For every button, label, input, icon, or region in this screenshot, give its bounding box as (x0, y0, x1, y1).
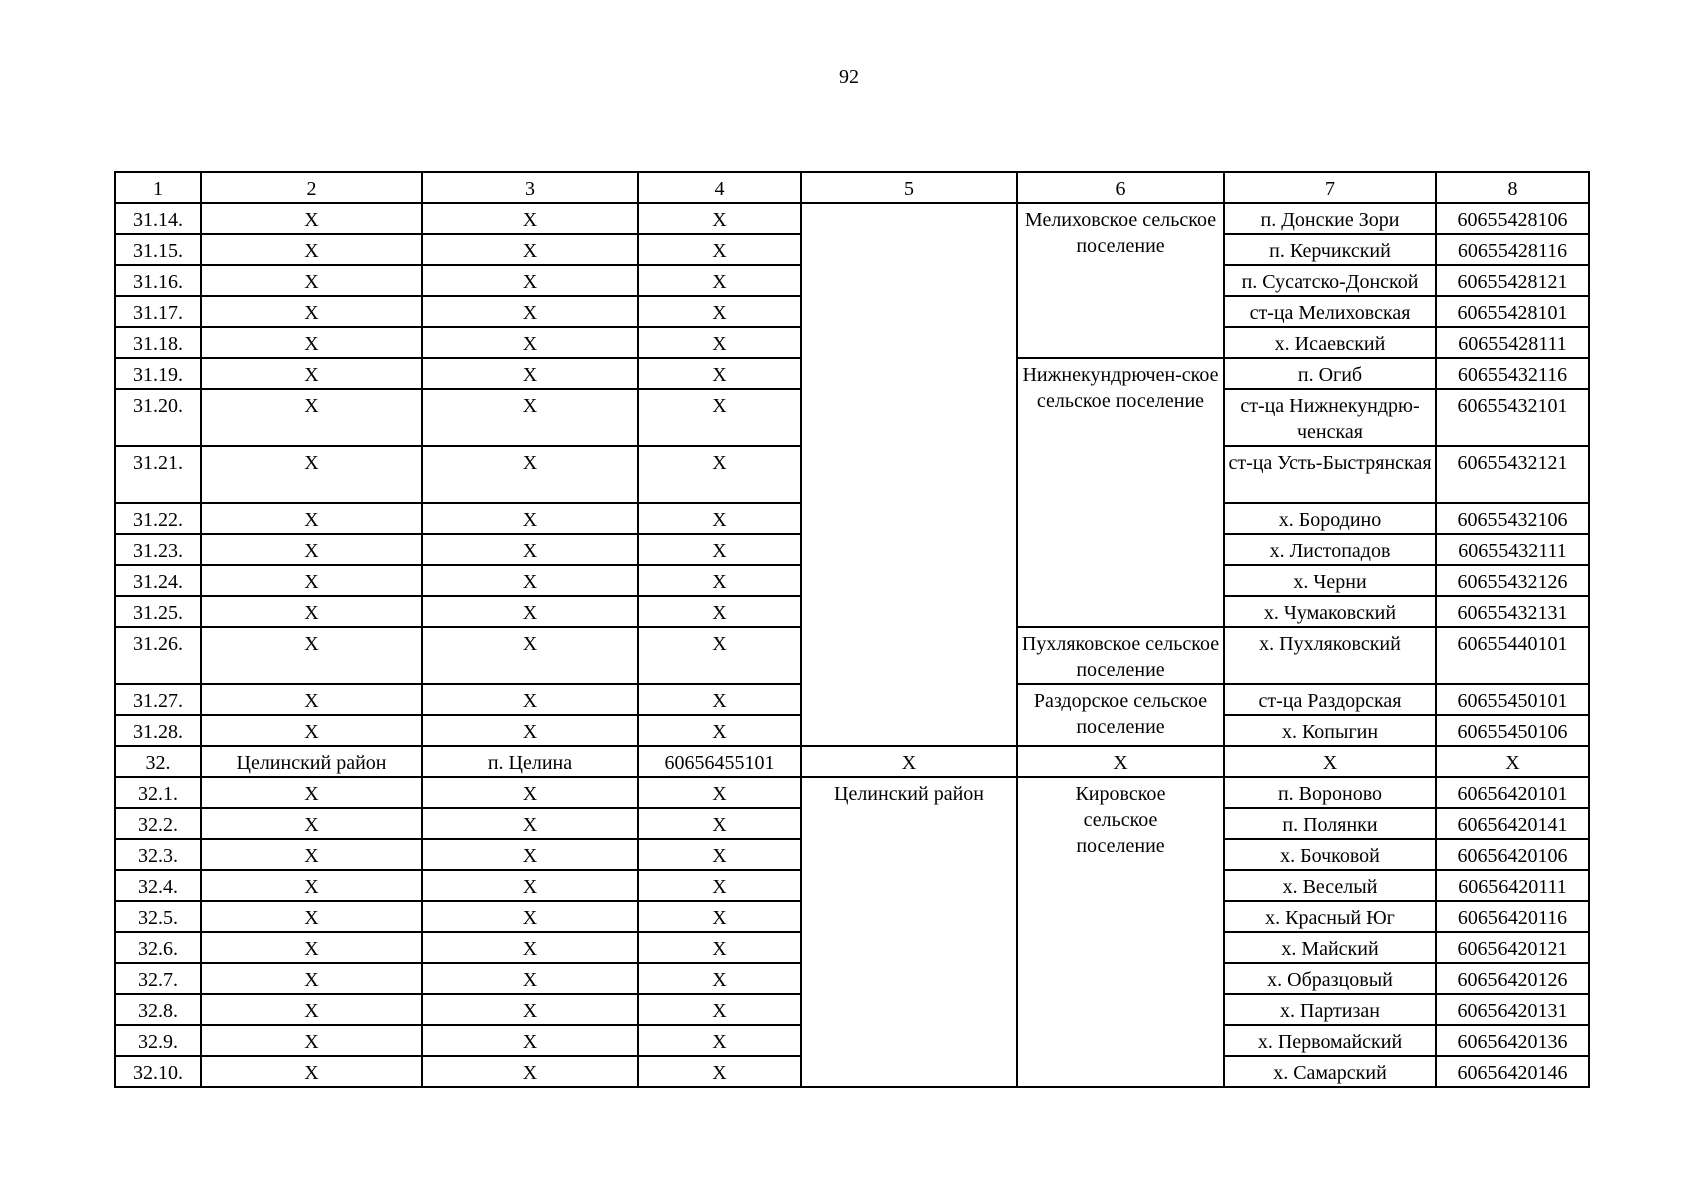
cell-district: Х (201, 808, 422, 839)
merged-cell-district-31 (801, 203, 1017, 746)
cell-oktmo: 60655450106 (1436, 715, 1589, 746)
cell-center: Х (422, 627, 638, 684)
cell-oktmo: 60656420121 (1436, 932, 1589, 963)
cell-oktmo-center: Х (638, 203, 801, 234)
cell-district: Х (201, 358, 422, 389)
cell-center: Х (422, 808, 638, 839)
page-number: 92 (839, 66, 859, 88)
cell-oktmo-center: Х (638, 596, 801, 627)
cell-settlement: х. Исаевский (1224, 327, 1436, 358)
cell-district: Х (201, 870, 422, 901)
cell-district: Х (201, 565, 422, 596)
cell-oktmo: 60655432131 (1436, 596, 1589, 627)
cell-settlement: х. Красный Юг (1224, 901, 1436, 932)
cell-oktmo-center: Х (638, 389, 801, 446)
cell-oktmo-center: Х (638, 994, 801, 1025)
header-cell: 2 (201, 172, 422, 203)
cell-district: Х (201, 265, 422, 296)
cell-district: Х (201, 534, 422, 565)
cell-settlement: х. Майский (1224, 932, 1436, 963)
cell-oktmo-center: Х (638, 358, 801, 389)
cell-settlement: п. Сусатско-Донской (1224, 265, 1436, 296)
cell-oktmo-center: Х (638, 446, 801, 503)
cell-oktmo: 60656420101 (1436, 777, 1589, 808)
cell-district: Х (201, 932, 422, 963)
row-number: 32.9. (115, 1025, 201, 1056)
cell-district: Х (201, 901, 422, 932)
cell-settlement: х. Листопадов (1224, 534, 1436, 565)
row-number: 31.26. (115, 627, 201, 684)
row-number: 32.6. (115, 932, 201, 963)
cell-oktmo-center: Х (638, 627, 801, 684)
cell-oktmo-center: Х (638, 870, 801, 901)
cell-settlement: ст-ца Усть-Быстрянская (1224, 446, 1436, 503)
cell-district: Х (201, 296, 422, 327)
cell-center: Х (422, 777, 638, 808)
cell-oktmo-center: Х (638, 808, 801, 839)
cell-district: Х (201, 994, 422, 1025)
cell-center: Х (422, 684, 638, 715)
cell-center: Х (422, 1025, 638, 1056)
row-number: 32.8. (115, 994, 201, 1025)
cell-oktmo-center: Х (638, 932, 801, 963)
row-number: 31.18. (115, 327, 201, 358)
cell-oktmo: Х (1436, 746, 1589, 777)
header-cell: 1 (115, 172, 201, 203)
cell-district: Х (201, 503, 422, 534)
cell-oktmo: 60655432101 (1436, 389, 1589, 446)
merged-cell-pukhlyakovskoe: Пухляковское сельское поселение (1017, 627, 1224, 684)
cell-settlement: х. Самарский (1224, 1056, 1436, 1087)
table-row (115, 777, 1589, 808)
cell-oktmo: 60655432106 (1436, 503, 1589, 534)
cell-oktmo-center: Х (638, 327, 801, 358)
cell-center: Х (422, 234, 638, 265)
cell-district: Х (201, 596, 422, 627)
cell-settlement: п. Донские Зори (1224, 203, 1436, 234)
header-cell: 8 (1436, 172, 1589, 203)
row-number: 31.17. (115, 296, 201, 327)
cell-oktmo-center: Х (638, 534, 801, 565)
cell-settlement: ст-ца Мелиховская (1224, 296, 1436, 327)
header-cell: 3 (422, 172, 638, 203)
cell-oktmo: 60655432121 (1436, 446, 1589, 503)
row-number: 31.24. (115, 565, 201, 596)
cell-settlement: ст-ца Раздорская (1224, 684, 1436, 715)
cell-oktmo: 60655432111 (1436, 534, 1589, 565)
row-number: 31.23. (115, 534, 201, 565)
cell-oktmo-center: Х (638, 296, 801, 327)
cell-oktmo-center: Х (638, 1025, 801, 1056)
cell-oktmo-center: Х (638, 565, 801, 596)
cell-oktmo-center: Х (638, 777, 801, 808)
cell-oktmo: 60655450101 (1436, 684, 1589, 715)
row-number: 32.3. (115, 839, 201, 870)
cell-center: Х (422, 358, 638, 389)
cell-district: Х (201, 446, 422, 503)
merged-cell-melikhovskoe: Мелиховское сельское поселение (1017, 203, 1224, 358)
merged-cell-nizhnekundryuchenskoe: Нижнекундрючен-ское сельское поселение (1017, 358, 1224, 627)
cell-oktmo: 60656420106 (1436, 839, 1589, 870)
cell-settlement: п. Огиб (1224, 358, 1436, 389)
cell-district: Х (201, 327, 422, 358)
cell-district: Х (201, 963, 422, 994)
cell-oktmo-center: Х (638, 234, 801, 265)
header-cell: 5 (801, 172, 1017, 203)
cell-oktmo: 60656420111 (1436, 870, 1589, 901)
cell-oktmo: 60656420136 (1436, 1025, 1589, 1056)
cell-oktmo-center: Х (638, 963, 801, 994)
cell-settlement: х. Партизан (1224, 994, 1436, 1025)
cell-settlement: х. Черни (1224, 565, 1436, 596)
cell-oktmo-center: Х (638, 265, 801, 296)
row-number: 32.1. (115, 777, 201, 808)
row-number: 32.7. (115, 963, 201, 994)
header-cell: 7 (1224, 172, 1436, 203)
merged-cell-razdorskoe: Раздорское сельское поселение (1017, 684, 1224, 746)
row-number: 31.16. (115, 265, 201, 296)
cell-settlement: х. Пухляковский (1224, 627, 1436, 684)
cell-district: Х (201, 1025, 422, 1056)
cell-oktmo-center: 60656455101 (638, 746, 801, 777)
cell-center: Х (422, 1056, 638, 1087)
header-cell: 6 (1017, 172, 1224, 203)
cell-oktmo-center: Х (638, 715, 801, 746)
cell-center: Х (422, 839, 638, 870)
cell-settlement: п. Керчикский (1224, 234, 1436, 265)
cell-center: Х (422, 932, 638, 963)
cell-center: п. Целина (422, 746, 638, 777)
merged-cell-tselinsky-district: Целинский район (801, 777, 1017, 1087)
cell-settlement: ст-ца Нижнекундрю-ченская (1224, 389, 1436, 446)
cell-district: Х (201, 777, 422, 808)
cell-oktmo: 60655428101 (1436, 296, 1589, 327)
cell-center: Х (422, 963, 638, 994)
cell-center: Х (422, 389, 638, 446)
cell-center: Х (422, 265, 638, 296)
row-number: 32.10. (115, 1056, 201, 1087)
cell-district: Х (201, 627, 422, 684)
row-number: 31.19. (115, 358, 201, 389)
table-row (115, 203, 1589, 234)
row-number: 32.2. (115, 808, 201, 839)
cell-center: Х (422, 596, 638, 627)
cell-settlement: х. Бородино (1224, 503, 1436, 534)
cell-settlement: п. Полянки (1224, 808, 1436, 839)
cell-district: Х (201, 1056, 422, 1087)
row-number: 32. (115, 746, 201, 777)
cell-oktmo: 60655432126 (1436, 565, 1589, 596)
cell-settlement: п. Вороново (1224, 777, 1436, 808)
cell-oktmo: 60656420131 (1436, 994, 1589, 1025)
cell-settlement: х. Первомайский (1224, 1025, 1436, 1056)
table-row (115, 746, 1589, 777)
cell-oktmo-center: Х (638, 503, 801, 534)
cell-settlement: х. Копыгин (1224, 715, 1436, 746)
cell-oktmo-center: Х (638, 901, 801, 932)
cell-oktmo: 60655432116 (1436, 358, 1589, 389)
cell-center: Х (422, 994, 638, 1025)
row-number: 31.15. (115, 234, 201, 265)
cell-center: Х (422, 901, 638, 932)
row-number: 31.14. (115, 203, 201, 234)
row-number: 31.28. (115, 715, 201, 746)
cell-oktmo: 60656420141 (1436, 808, 1589, 839)
cell-oktmo: 60655428116 (1436, 234, 1589, 265)
cell-settlement: х. Веселый (1224, 870, 1436, 901)
cell-oktmo: 60655428121 (1436, 265, 1589, 296)
cell-center: Х (422, 203, 638, 234)
cell-oktmo: 60655428111 (1436, 327, 1589, 358)
cell-center: Х (422, 446, 638, 503)
cell-district: Целинский район (201, 746, 422, 777)
cell-center: Х (422, 715, 638, 746)
cell-district: Х (201, 839, 422, 870)
cell-center: Х (422, 565, 638, 596)
cell-district: Х (201, 715, 422, 746)
cell-settlement: х. Образцовый (1224, 963, 1436, 994)
cell-district: Х (201, 203, 422, 234)
cell-center: Х (422, 503, 638, 534)
merged-cell-kirovskoe: Кировское сельское поселение (1017, 777, 1224, 1087)
cell-oktmo: 60656420126 (1436, 963, 1589, 994)
cell-settlement: х. Бочковой (1224, 839, 1436, 870)
row-number: 32.4. (115, 870, 201, 901)
cell-oktmo-center: Х (638, 684, 801, 715)
row-number: 31.21. (115, 446, 201, 503)
cell-settlement: Х (1224, 746, 1436, 777)
row-number: 32.5. (115, 901, 201, 932)
cell-oktmo-center: Х (638, 1056, 801, 1087)
cell-district: Х (201, 389, 422, 446)
cell-settlement: х. Чумаковский (1224, 596, 1436, 627)
cell-district: Х (201, 234, 422, 265)
row-number: 31.22. (115, 503, 201, 534)
cell-center: Х (422, 870, 638, 901)
cell-center: Х (422, 296, 638, 327)
cell-oktmo: 60656420116 (1436, 901, 1589, 932)
row-number: 31.25. (115, 596, 201, 627)
cell-center: Х (422, 534, 638, 565)
cell-oktmo: 60655440101 (1436, 627, 1589, 684)
cell-municipality: Х (1017, 746, 1224, 777)
cell-center: Х (422, 327, 638, 358)
cell-district: Х (201, 684, 422, 715)
cell-oktmo: 60656420146 (1436, 1056, 1589, 1087)
cell-oktmo-center: Х (638, 839, 801, 870)
settlements-table (114, 171, 1590, 1088)
row-number: 31.27. (115, 684, 201, 715)
header-row (115, 172, 1589, 203)
row-number: 31.20. (115, 389, 201, 446)
header-cell: 4 (638, 172, 801, 203)
cell-district-2: Х (801, 746, 1017, 777)
cell-oktmo: 60655428106 (1436, 203, 1589, 234)
